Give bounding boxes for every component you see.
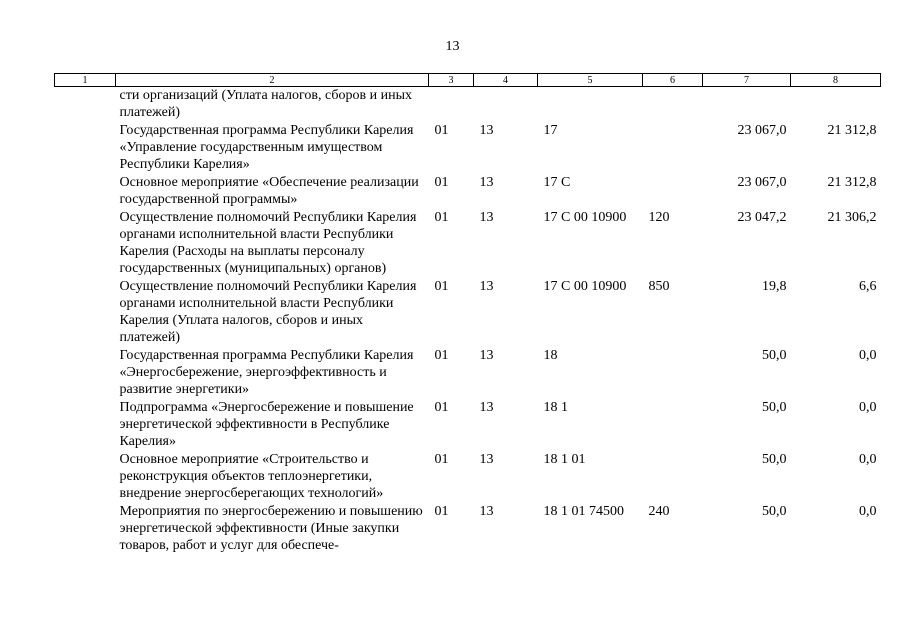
table-row (55, 87, 881, 123)
column-number-row (55, 74, 881, 87)
amount-col7: 50,0 (762, 348, 787, 363)
amount-col7: 23 067,0 (737, 175, 787, 190)
section-code: 01 (434, 504, 449, 519)
amount-col8: 6,6 (859, 279, 877, 294)
amount-col7: 50,0 (762, 504, 787, 519)
amount-col7: 23 047,2 (737, 210, 787, 225)
expense-name: Государственная программа Республики Карелия «Управление государственным имуществом Республики Карелия» (119, 123, 414, 172)
column-header: 2 (116, 74, 429, 87)
column-header: 3 (429, 74, 474, 87)
target-article-code: 17 С 00 10900 (543, 279, 627, 294)
subsection-code: 13 (479, 210, 494, 225)
expense-name: Осуществление полномочий Республики Карелия органами исполнительной власти Республики Карелия (Уплата налогов, сборов и иных платежей) (119, 279, 417, 345)
table-row (55, 503, 881, 555)
subsection-code: 13 (479, 279, 494, 294)
expense-name: сти организаций (Уплата налогов, сборов и иных платежей) (119, 88, 412, 120)
subsection-code: 13 (479, 504, 494, 519)
row-number-cell (55, 399, 116, 451)
column-header: 5 (538, 74, 643, 87)
amount-col8: 0,0 (859, 452, 877, 467)
amount-col8: 0,0 (859, 400, 877, 415)
subsection-code (474, 87, 538, 123)
table-row (55, 174, 881, 209)
section-code: 01 (434, 400, 449, 415)
expense-name: Государственная программа Республики Карелия «Энергосбережение, энергоэффективность и развитие энергетики» (119, 348, 414, 397)
row-number-cell (55, 347, 116, 399)
column-header: 7 (703, 74, 791, 87)
amount-col8: 21 312,8 (827, 123, 877, 138)
row-number-cell (55, 451, 116, 503)
amount-col7 (703, 87, 791, 123)
expense-name: Основное мероприятие «Строительство и реконструкция объектов теплоэнергетики, внедрение энергосберегающих технологий» (119, 452, 384, 501)
row-number-cell (55, 87, 116, 123)
amount-col8: 0,0 (859, 348, 877, 363)
table-row (55, 278, 881, 347)
target-article-code: 17 С (543, 175, 571, 190)
column-header: 4 (474, 74, 538, 87)
expense-type-code (643, 174, 703, 209)
target-article-code: 18 1 (543, 400, 568, 415)
column-header: 8 (791, 74, 881, 87)
target-article-code: 18 (543, 348, 558, 363)
amount-col8 (791, 87, 881, 123)
amount-col7: 19,8 (762, 279, 787, 294)
expense-type-code (643, 451, 703, 503)
subsection-code: 13 (479, 400, 494, 415)
page-number: 13 (445, 39, 460, 54)
amount-col8: 21 312,8 (827, 175, 877, 190)
expense-type-code: 240 (648, 504, 670, 519)
target-article-code (538, 87, 643, 123)
expense-name: Мероприятия по энергосбережению и повышению энергетической эффективности (Иные закупки товаров, работ и услуг для обеспече- (119, 504, 423, 553)
table-row (55, 451, 881, 503)
expense-type-code (643, 122, 703, 174)
amount-col7: 23 067,0 (737, 123, 787, 138)
section-code (429, 87, 474, 123)
section-code: 01 (434, 123, 449, 138)
section-code: 01 (434, 210, 449, 225)
table-row (55, 209, 881, 278)
target-article-code: 18 1 01 74500 (543, 504, 624, 519)
subsection-code: 13 (479, 175, 494, 190)
table-row (55, 122, 881, 174)
column-header: 1 (55, 74, 116, 87)
table-row (55, 399, 881, 451)
section-code: 01 (434, 452, 449, 467)
expense-name: Подпрограмма «Энергосбережение и повышение энергетической эффективности в Республике Карелия» (119, 400, 414, 449)
row-number-cell (55, 174, 116, 209)
section-code: 01 (434, 175, 449, 190)
section-code: 01 (434, 348, 449, 363)
subsection-code: 13 (479, 123, 494, 138)
subsection-code: 13 (479, 452, 494, 467)
target-article-code: 17 С 00 10900 (543, 210, 627, 225)
expense-type-code (643, 399, 703, 451)
row-number-cell (55, 278, 116, 347)
row-number-cell (55, 503, 116, 555)
amount-col7: 50,0 (762, 400, 787, 415)
expense-name: Осуществление полномочий Республики Карелия органами исполнительной власти Республики Карелия (Расходы на выплаты персоналу государственных (муниципальных) органов) (119, 210, 417, 276)
expense-type-code: 120 (648, 210, 670, 225)
expense-type-code (643, 87, 703, 123)
expense-type-code (643, 347, 703, 399)
budget-table (54, 73, 881, 555)
expense-type-code: 850 (648, 279, 670, 294)
subsection-code: 13 (479, 348, 494, 363)
amount-col8: 21 306,2 (827, 210, 877, 225)
target-article-code: 17 (543, 123, 558, 138)
row-number-cell (55, 122, 116, 174)
table-row (55, 347, 881, 399)
expense-name: Основное мероприятие «Обеспечение реализации государственной программы» (119, 175, 419, 207)
column-header: 6 (643, 74, 703, 87)
row-number-cell (55, 209, 116, 278)
section-code: 01 (434, 279, 449, 294)
amount-col7: 50,0 (762, 452, 787, 467)
amount-col8: 0,0 (859, 504, 877, 519)
target-article-code: 18 1 01 (543, 452, 586, 467)
